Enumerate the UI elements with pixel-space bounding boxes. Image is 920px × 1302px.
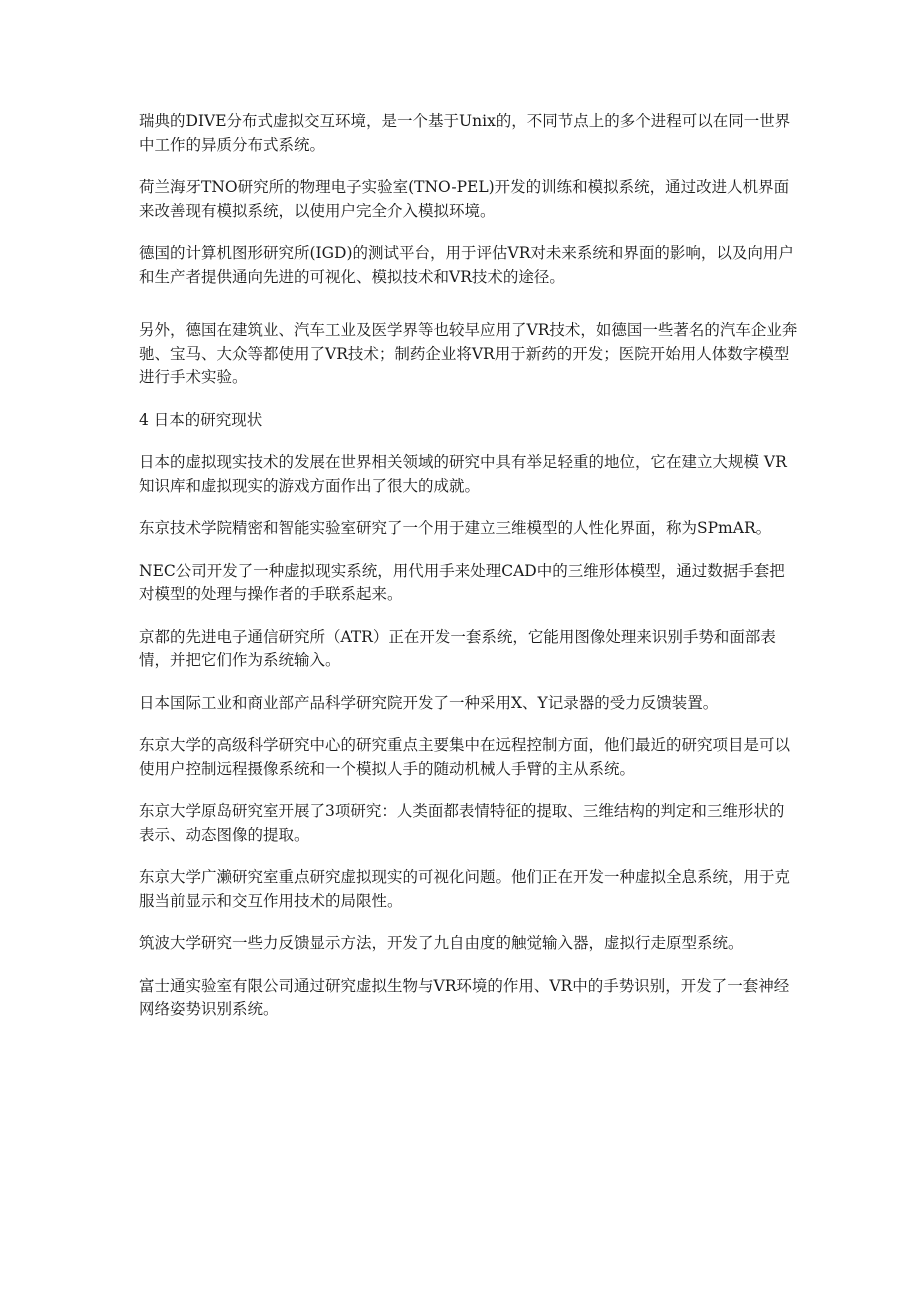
document-body (139, 110, 799, 1041)
paragraph-netherlands-tno: 荷兰海牙TNO研究所的物理电子实验室(TNO-PEL)开发的训练和模拟系统，通过改进人机界面来改善现有模拟系统，以使用户完全介入模拟环境。 (139, 178, 790, 220)
paragraph-japan-overview: 日本的虚拟现实技术的发展在世界相关领域的研究中具有举足轻重的地位，它在建立大规模 VR 知识库和虚拟现实的游戏方面作出了很大的成就。 (139, 453, 787, 495)
section-heading-japan: 4 日本的研究现状 (139, 410, 263, 429)
paragraph-tokyo-tech: 东京技术学院精密和智能实验室研究了一个用于建立三维模型的人性化界面，称为SPmAR。 (139, 519, 772, 537)
paragraph-sweden-dive: 瑞典的DIVE分布式虚拟交互环境，是一个基于Unix的，不同节点上的多个进程可以在同一世界中工作的异质分布式系统。 (139, 112, 791, 154)
paragraph-germany-industry: 另外，德国在建筑业、汽车工业及医学界等也较早应用了VR技术，如德国一些著名的汽车企业奔驰、宝马、大众等都使用了VR技术；制药企业将VR用于新药的开发；医院开始用人体数字模型进行手术实验。 (139, 321, 798, 386)
paragraph-hirose-lab: 东京大学广濑研究室重点研究虚拟现实的可视化问题。他们正在开发一种虚拟全息系统，用于克服当前显示和交互作用技术的局限性。 (139, 868, 791, 910)
paragraph-harashima-lab: 东京大学原岛研究室开展了3项研究：人类面都表情特征的提取、三维结构的判定和三维形状的表示、动态图像的提取。 (139, 802, 785, 844)
paragraph-tokyo-rcast: 东京大学的高级科学研究中心的研究重点主要集中在远程控制方面，他们最近的研究项目是可以使用户控制远程摄像系统和一个模拟人手的随动机械人手臂的主从系统。 (139, 736, 791, 778)
paragraph-tsukuba: 筑波大学研究一些力反馈显示方法，开发了九自由度的触觉输入器，虚拟行走原型系统。 (139, 934, 744, 952)
paragraph-fujitsu: 富士通实验室有限公司通过研究虚拟生物与VR环境的作用、VR中的手势识别，开发了一套神经网络姿势识别系统。 (139, 976, 790, 1018)
paragraph-germany-igd: 德国的计算机图形研究所(IGD)的测试平台，用于评估VR对未来系统和界面的影响，以及向用户和生产者提供通向先进的可视化、模拟技术和VR技术的途径。 (139, 244, 794, 286)
paragraph-industrial-science: 日本国际工业和商业部产品科学研究院开发了一种采用X、Y记录器的受力反馈装置。 (139, 693, 719, 712)
paragraph-atr: 京都的先进电子通信研究所（ATR）正在开发一套系统，它能用图像处理来识别手势和面部表情，并把它们作为系统输入。 (139, 627, 776, 669)
paragraph-nec: NEC公司开发了一种虚拟现实系统，用代用手来处理CAD中的三维形体模型，通过数据手套把对模型的处理与操作者的手联系起来。 (139, 561, 785, 603)
